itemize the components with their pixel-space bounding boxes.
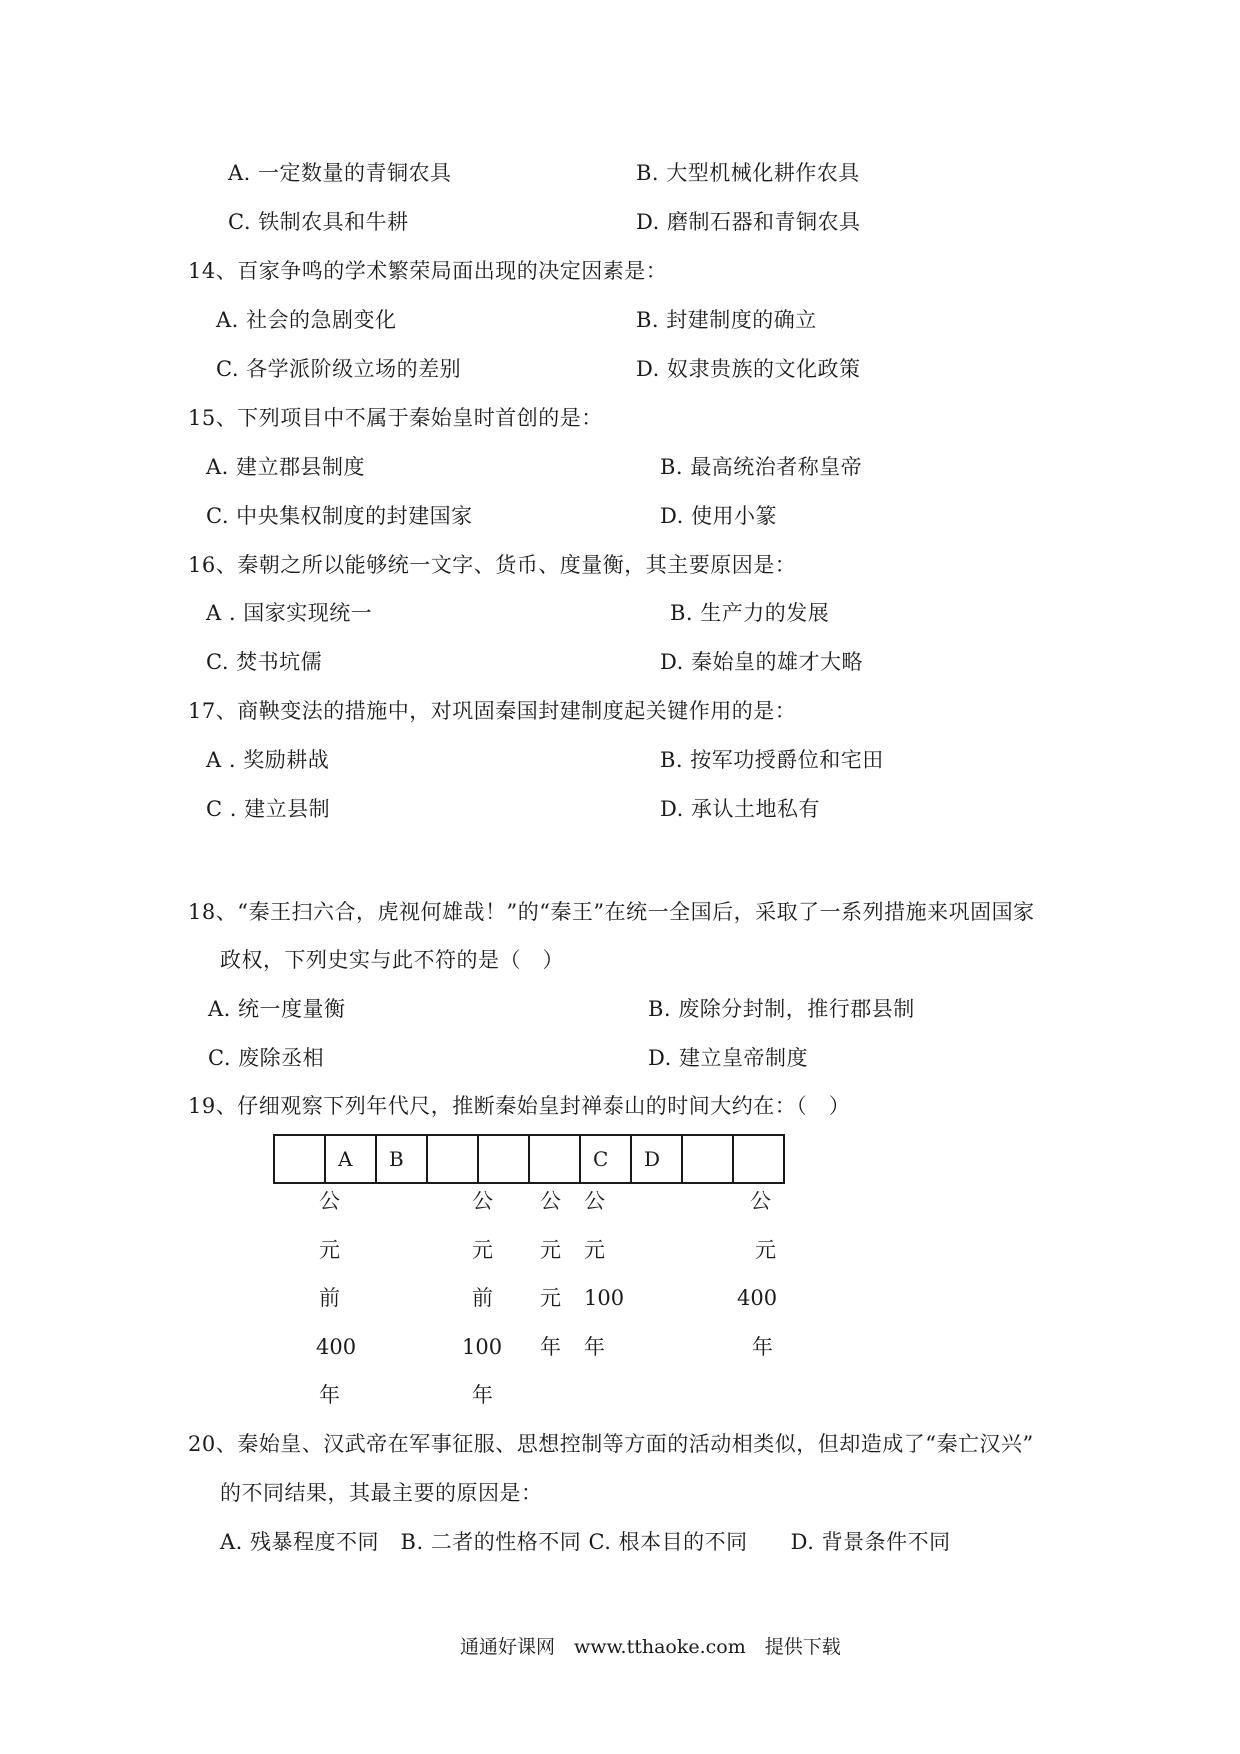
- q18-option-a: A. 统一度量衡: [208, 997, 346, 1021]
- q18-option-b: B. 废除分封制，推行郡县制: [648, 997, 915, 1021]
- q20-options: A. 残暴程度不同 B. 二者的性格不同 C. 根本目的不同 D. 背景条件不同: [220, 1530, 951, 1554]
- q18-option-c: C. 废除丞相: [208, 1046, 325, 1070]
- timeline-ruler: [273, 1134, 785, 1184]
- q17-option-b: B. 按军功授爵位和宅田: [660, 748, 884, 772]
- q14-option-b: B. 封建制度的确立: [636, 308, 817, 332]
- ruler-label-char: 公: [540, 1189, 561, 1213]
- q20-stem-line-2: 的不同结果，其最主要的原因是：: [220, 1481, 543, 1505]
- ruler-label-char: 前: [319, 1286, 340, 1310]
- ruler-label-char: 年: [752, 1335, 773, 1359]
- ruler-label-char: 元: [540, 1238, 561, 1262]
- q18-stem-line-1: 18、“秦王扫六合，虎视何雄哉！”的“秦王”在统一全国后，采取了一系列措施来巩固国家: [188, 900, 1035, 924]
- ruler-cell: [428, 1136, 479, 1182]
- q15-option-d: D. 使用小篆: [660, 504, 777, 528]
- ruler-label-char: 元: [472, 1238, 493, 1262]
- ruler-label-char: 400: [316, 1335, 357, 1359]
- q16-stem: 16、秦朝之所以能够统一文字、货币、度量衡，其主要原因是：: [188, 553, 797, 577]
- ruler-label-char: 公: [750, 1189, 771, 1213]
- ruler-cell: [530, 1136, 581, 1182]
- q14-option-c: C. 各学派阶级立场的差别: [216, 357, 462, 381]
- ruler-label-char: 年: [472, 1383, 493, 1407]
- q18-option-d: D. 建立皇帝制度: [648, 1046, 808, 1070]
- ruler-label-char: 前: [472, 1286, 493, 1310]
- ruler-label-char: 元: [540, 1286, 561, 1310]
- ruler-label-char: 100: [584, 1286, 625, 1310]
- q18-stem-line-2: 政权，下列史实与此不符的是（ ）: [220, 948, 564, 972]
- q19-stem: 19、仔细观察下列年代尺，推断秦始皇封禅泰山的时间大约在：（ ）: [188, 1094, 851, 1118]
- q16-option-b: B. 生产力的发展: [670, 601, 830, 625]
- ruler-label-char: 元: [319, 1238, 340, 1262]
- q17-option-d: D. 承认土地私有: [660, 797, 820, 821]
- footer-watermark: 通通好课网 www.tthaoke.com 提供下载: [460, 1636, 841, 1658]
- q13-option-a: A. 一定数量的青铜农具: [228, 161, 452, 185]
- ruler-cell: [683, 1136, 734, 1182]
- q15-option-b: B. 最高统治者称皇帝: [660, 455, 863, 479]
- q15-option-c: C. 中央集权制度的封建国家: [206, 504, 473, 528]
- ruler-label-char: 年: [584, 1335, 605, 1359]
- q14-option-a: A. 社会的急剧变化: [216, 308, 397, 332]
- ruler-cell: [275, 1136, 326, 1182]
- q15-stem: 15、下列项目中不属于秦始皇时首创的是：: [188, 406, 603, 430]
- ruler-label-char: 公: [584, 1189, 605, 1213]
- ruler-label-char: 年: [540, 1335, 561, 1359]
- q13-option-c: C. 铁制农具和牛耕: [228, 210, 409, 234]
- q13-option-d: D. 磨制石器和青铜农具: [636, 210, 861, 234]
- q17-stem: 17、商鞅变法的措施中，对巩固秦国封建制度起关键作用的是：: [188, 699, 797, 723]
- q14-stem: 14、百家争鸣的学术繁荣局面出现的决定因素是：: [188, 259, 668, 283]
- ruler-cell-b: B: [377, 1136, 428, 1182]
- ruler-cell: [479, 1136, 530, 1182]
- ruler-label-char: 100: [462, 1335, 503, 1359]
- ruler-label-char: 年: [319, 1383, 340, 1407]
- ruler-label-char: 公: [472, 1189, 493, 1213]
- q17-option-a: A . 奖励耕战: [206, 748, 330, 772]
- ruler-cell-a: A: [326, 1136, 377, 1182]
- q16-option-c: C. 焚书坑儒: [206, 650, 323, 674]
- q17-option-c: C . 建立县制: [206, 797, 331, 821]
- ruler-label-char: 公: [319, 1189, 340, 1213]
- q16-option-a: A . 国家实现统一: [206, 601, 373, 625]
- ruler-label-char: 400: [737, 1286, 778, 1310]
- q20-stem-line-1: 20、秦始皇、汉武帝在军事征服、思想控制等方面的活动相类似，但却造成了“秦亡汉兴”: [188, 1432, 1034, 1456]
- q15-option-a: A. 建立郡县制度: [206, 455, 366, 479]
- ruler-cell-d: D: [632, 1136, 683, 1182]
- ruler-label-char: 元: [755, 1238, 776, 1262]
- ruler-label-char: 元: [584, 1238, 605, 1262]
- q13-option-b: B. 大型机械化耕作农具: [636, 161, 860, 185]
- ruler-cell: [734, 1136, 785, 1182]
- q16-option-d: D. 秦始皇的雄才大略: [660, 650, 863, 674]
- q14-option-d: D. 奴隶贵族的文化政策: [636, 357, 861, 381]
- ruler-cell-c: C: [581, 1136, 632, 1182]
